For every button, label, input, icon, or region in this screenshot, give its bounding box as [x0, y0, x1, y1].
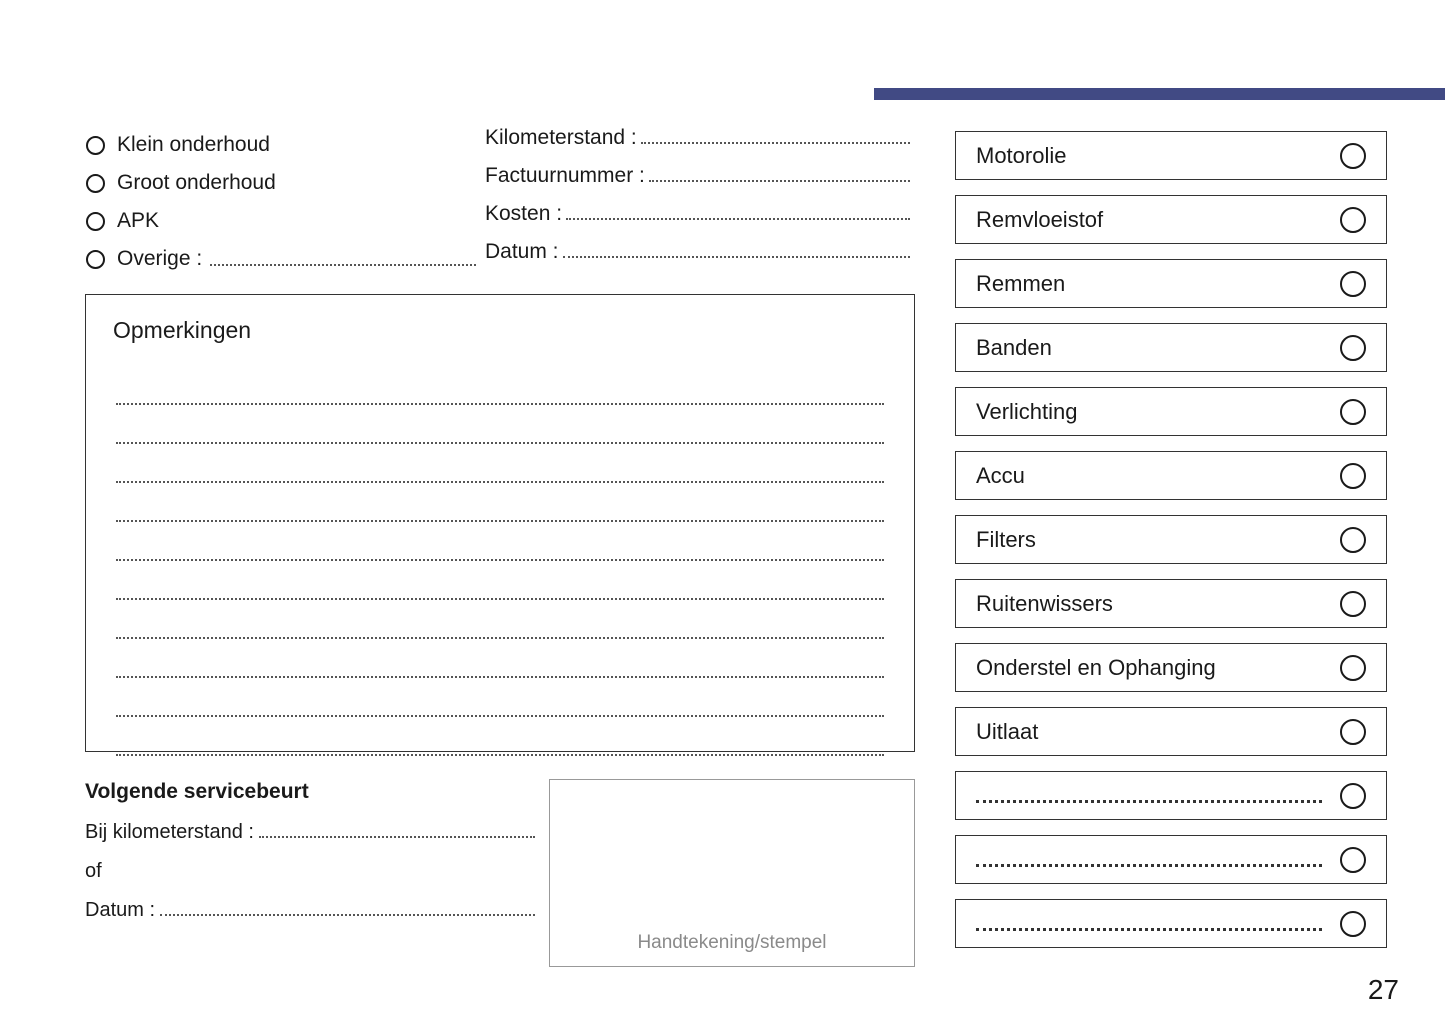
checklist-item[interactable] [955, 259, 1387, 308]
checklist-item[interactable] [955, 579, 1387, 628]
page-number: 27 [1367, 974, 1399, 1005]
radio-icon[interactable] [1340, 527, 1366, 553]
remarks-write-line[interactable] [116, 522, 884, 561]
field-row [485, 126, 910, 164]
service-type-option[interactable] [86, 126, 476, 164]
next-service-section [85, 780, 535, 938]
remarks-write-line[interactable] [116, 561, 884, 600]
radio-icon[interactable] [1340, 143, 1366, 169]
remarks-title: Opmerkingen [113, 317, 252, 343]
field-row [485, 240, 910, 278]
checklist-write-line[interactable] [976, 848, 1322, 867]
service-fields [485, 126, 910, 278]
checklist-item-blank[interactable] [955, 771, 1387, 820]
checklist-item[interactable] [955, 323, 1387, 372]
remarks-write-line[interactable] [116, 717, 884, 756]
service-type-label: APK [117, 209, 160, 232]
service-type-label: Groot onderhoud [117, 171, 276, 194]
next-service-label: Datum : [85, 899, 156, 921]
radio-icon[interactable] [1340, 847, 1366, 873]
checklist-label: Remvloeistof [976, 206, 1104, 232]
checklist-write-line[interactable] [976, 784, 1322, 803]
remarks-write-line[interactable] [116, 405, 884, 444]
checklist-item-blank[interactable] [955, 899, 1387, 948]
radio-icon[interactable] [86, 250, 105, 269]
checklist-item[interactable] [955, 195, 1387, 244]
field-row [485, 164, 910, 202]
next-service-write-line[interactable] [259, 821, 535, 838]
remarks-write-line[interactable] [116, 600, 884, 639]
radio-icon[interactable] [86, 212, 105, 231]
next-service-row [85, 899, 535, 938]
remarks-write-line[interactable] [116, 444, 884, 483]
field-label: Kosten : [485, 202, 563, 225]
radio-icon[interactable] [1340, 783, 1366, 809]
service-type-option[interactable] [86, 202, 476, 240]
remarks-box [85, 294, 915, 752]
checklist-item[interactable] [955, 515, 1387, 564]
next-service-title: Volgende servicebeurt [85, 780, 309, 803]
field-write-line[interactable] [563, 240, 910, 258]
remarks-write-line[interactable] [116, 366, 884, 405]
checklist-label: Banden [976, 334, 1052, 360]
field-label: Datum : [485, 240, 559, 263]
radio-icon[interactable] [86, 174, 105, 193]
radio-icon[interactable] [86, 136, 105, 155]
checklist-label: Remmen [976, 270, 1066, 296]
checklist-label: Verlichting [976, 398, 1078, 424]
field-row [485, 202, 910, 240]
checklist-label: Motorolie [976, 142, 1067, 168]
service-type-write-line[interactable] [210, 250, 476, 266]
field-label: Kilometerstand : [485, 126, 637, 149]
header-accent-bar [874, 88, 1445, 100]
inspection-checklist [955, 131, 1387, 963]
next-service-row [85, 821, 535, 860]
radio-icon[interactable] [1340, 399, 1366, 425]
service-type-option[interactable] [86, 164, 476, 202]
remarks-lines [116, 366, 884, 756]
checklist-item[interactable] [955, 451, 1387, 500]
next-service-write-line[interactable] [160, 899, 535, 916]
next-service-spacer [107, 862, 535, 877]
radio-icon[interactable] [1340, 655, 1366, 681]
checklist-label: Uitlaat [976, 718, 1039, 744]
radio-icon[interactable] [1340, 911, 1366, 937]
checklist-item[interactable] [955, 643, 1387, 692]
checklist-label: Ruitenwissers [976, 590, 1113, 616]
service-type-list [86, 126, 476, 278]
next-service-label: Bij kilometerstand : [85, 821, 254, 843]
signature-box[interactable] [549, 779, 915, 967]
signature-caption: Handtekening/stempel [637, 932, 827, 953]
checklist-item-blank[interactable] [955, 835, 1387, 884]
service-type-label: Overige : [117, 247, 203, 270]
checklist-label: Onderstel en Ophanging [976, 654, 1216, 680]
field-label: Factuurnummer : [485, 164, 645, 187]
radio-icon[interactable] [1340, 335, 1366, 361]
field-write-line[interactable] [649, 164, 910, 182]
checklist-label: Filters [976, 526, 1036, 552]
remarks-write-line[interactable] [116, 483, 884, 522]
remarks-write-line[interactable] [116, 678, 884, 717]
radio-icon[interactable] [1340, 271, 1366, 297]
next-service-label: of [85, 860, 102, 882]
service-type-option[interactable] [86, 240, 476, 278]
service-type-label: Klein onderhoud [117, 133, 270, 156]
radio-icon[interactable] [1340, 207, 1366, 233]
field-write-line[interactable] [641, 126, 910, 144]
radio-icon[interactable] [1340, 719, 1366, 745]
remarks-write-line[interactable] [116, 639, 884, 678]
next-service-row [85, 860, 535, 899]
radio-icon[interactable] [1340, 463, 1366, 489]
checklist-item[interactable] [955, 707, 1387, 756]
radio-icon[interactable] [1340, 591, 1366, 617]
field-write-line[interactable] [566, 202, 910, 220]
checklist-item[interactable] [955, 387, 1387, 436]
checklist-write-line[interactable] [976, 912, 1322, 931]
checklist-label: Accu [976, 462, 1025, 488]
checklist-item[interactable] [955, 131, 1387, 180]
